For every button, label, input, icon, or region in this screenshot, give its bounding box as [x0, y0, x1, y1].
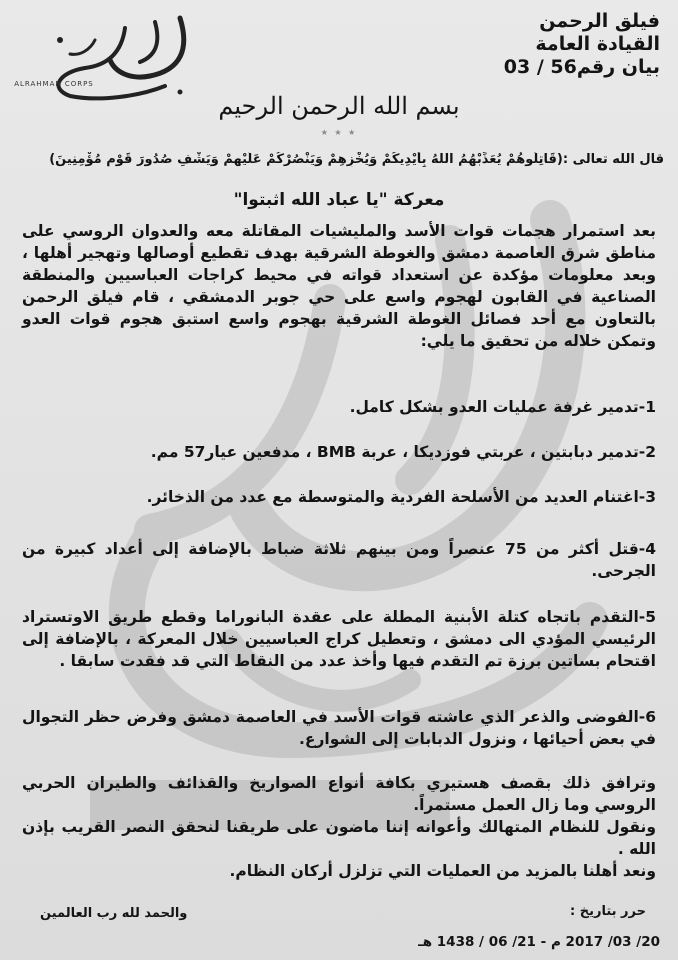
- quran-verse: قال الله تعالى :(قَاتِلُوهُمْ يُعَذِّبْهُمُ اللَّهُ بِأَيْدِيكُمْ وَيُخْزِهِمْ وَيَنْصُرْكُمْ عَلَيْهِمْ وَيَشْفِ صُدُورَ قَوْمٍ مُؤْمِنِينَ): [49, 152, 664, 167]
- list-item: 2-تدمير دبابتين ، عربتي فوزديكا ، عربة BMB ، مدفعين عيار57 مم.: [150, 443, 656, 461]
- org-name: فيلق الرحمن: [539, 10, 660, 32]
- closing-praise: والحمد لله رب العالمين: [40, 906, 188, 921]
- closing-line: وترافق ذلك بقصف هستيري بكافة أنواع الصواريخ والقذائف والطيران الحربي الروسي وما زال العمل مستمراً.: [22, 774, 656, 814]
- closing-line: ونعد أهلنا بالمزيد من العمليات التي تزلزل أركان النظام.: [229, 862, 656, 880]
- battle-title: معركة "يا عباد الله اثبتوا": [233, 190, 445, 210]
- intro-text: بعد استمرار هجمات قوات الأسد والمليشيات المقاتلة معه والعدوان الروسي على مناطق شرق العاصمة دمشق والغوطة الشرقية بهدف تقطيع أوصالها وتهجير أهلها ، وبعد معلومات مؤكدة عن استعداد قواته في محيط كراجات العباسيين والمنطقة الصناعية في القابون لهجوم واسع على حي جوبر الدمشقي ، قام فيلق الرحمن بالتعاون مع أحد فصائل الغوطة الشرقية بهجوم واسع استبق هجوم قوات العدو وتمكن خلاله من تحقيق ما يلي:: [22, 222, 656, 350]
- list-item: 6-الفوضى والذعر الذي عاشته قوات الأسد في العاصمة دمشق وفرض حظر التجوال في بعض أحيائها ، ونزول الدبابات إلى الشوارع.: [22, 708, 656, 748]
- list-item: 3-اغتنام العديد من الأسلحة الفردية والمتوسطة مع عدد من الذخائر.: [146, 488, 656, 506]
- basmala: بسم الله الرحمن الرحيم: [218, 92, 460, 120]
- header-block: [504, 10, 660, 79]
- closing-line: ونقول للنظام المتهالك وأعوانه إننا ماضون على طريقنا لنحقق النصر القريب بإذن الله .: [22, 818, 656, 858]
- written-on-label: حرر بتاريخ :: [570, 904, 646, 919]
- list-item: 4-قتل أكثر من 75 عنصراً ومن بينهم ثلاثة ضباط بالإضافة إلى أعداد كبيرة من الجرحى.: [22, 540, 656, 580]
- list-item: 5-التقدم باتجاه كتلة الأبنية المطلة على عقدة البانوراما وقطع طريق الاوتستراد الرئيسي المؤدي الى دمشق ، وتعطيل كراج العباسيين خلال المعركة ، بالإضافة إلى اقتحام بساتين برزة تم التقدم فيها وأخذ عدد من النقاط التي قد فقدت سابقا .: [22, 608, 656, 670]
- command-name: القيادة العامة: [535, 33, 660, 55]
- logo-latin-text: ALRAHMAN CORPS: [14, 80, 94, 88]
- intro-paragraph: [22, 220, 656, 352]
- statement-number: بيان رقم56 / 03: [503, 56, 660, 78]
- statement-dates: 20/ 03/ 2017 م - 21/ 06 / 1438 هـ: [418, 934, 660, 950]
- fayleq-al-rahman-logo: [30, 10, 200, 105]
- list-item: 1-تدمير غرفة عمليات العدو بشكل كامل.: [349, 398, 656, 416]
- stars-divider: ★ ★ ★: [320, 128, 358, 137]
- closing-paragraph: [22, 772, 656, 882]
